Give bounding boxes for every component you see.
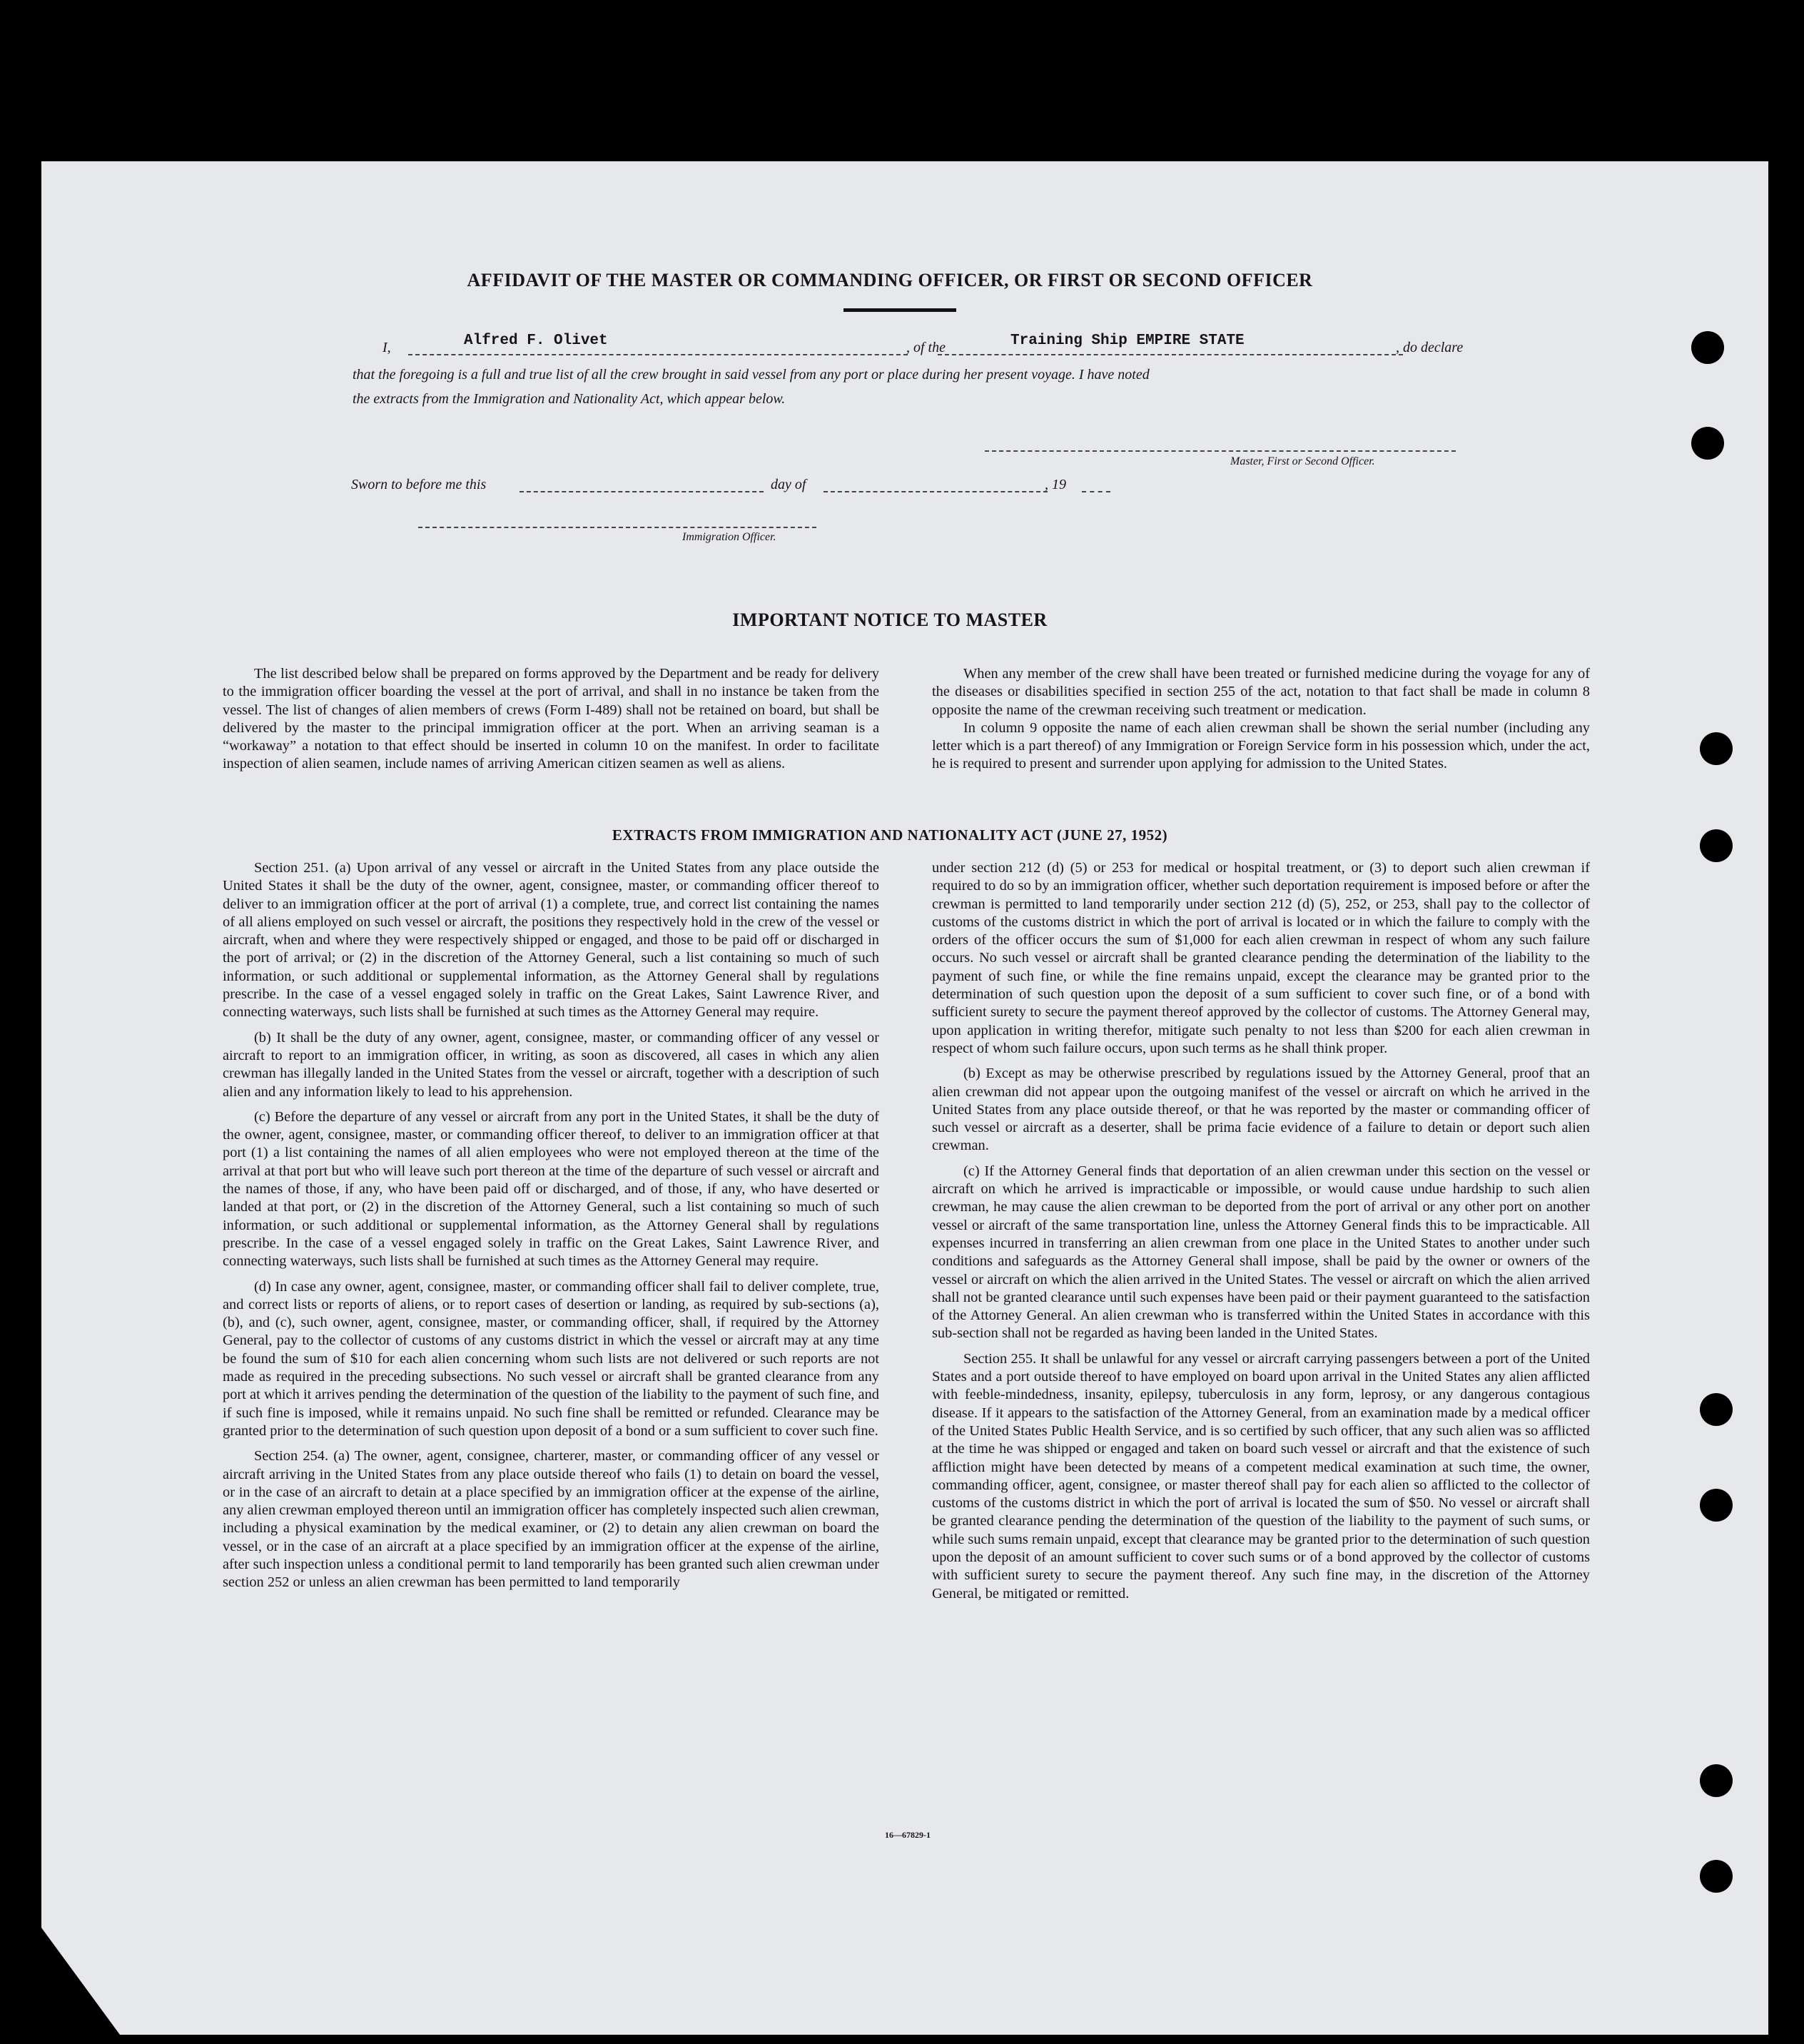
notice-right-paragraph-1: When any member of the crew shall have been treated or furnished medicine during the voyage for any of the diseases or disabilities specified in section 255 of the act, notation to that fact shall be made in column 8 opposite the name of the crewman receiving such treatment or medication. [932,666,1590,718]
extract-paragraph: Section 254. (a) The owner, agent, consignee, charterer, master, or commanding officer of any vessel or aircraft arriving in the United States from any place outside thereof who fails (1) to detain on board the vessel, or in the case of an aircraft to detain at a place specified by an immigration officer at the expense of the airline, any alien crewman employed thereon until an immigration officer has completely inspected such alien crewman, including a physical examination by the medical examiner, or (2) to detain any alien crewman on board the vessel, or in the case of an aircraft at a place specified by an immigration officer at the expense of the airline, after such inspection unless a conditional permit to land temporarily has been granted such alien crewman under section 252 or unless an alien crewman has been permitted to land temporarily [223,1448,879,1591]
year-label: , 19 [1045,477,1066,492]
punch-hole-icon [1691,427,1724,460]
sworn-month-line [824,491,1048,492]
label-do-declare: , do declare [1396,340,1464,355]
notice-right-paragraph-2: In column 9 opposite the name of each alien crewman shall be shown the serial number (including any letter which is a part thereof) of any Immigration or Foreign Service form in his possession which, under the act, he is required to present and surrender upon applying for admission to the United States. [932,719,1590,772]
extract-paragraph: Section 255. It shall be unlawful for any vessel or aircraft carrying passengers between a port of the United States and a port outside thereof to have employed on board upon arrival in the United States any alien afflicted with feeble-mindedness, insanity, epilepsy, tuberculosis in any form, leprosy, or any dangerous contagious disease. If it appears to the satisfaction of the Attorney General, from an examination made by a medical officer of the United States Public Health Service, and is so certified by such officer, that any such alien was so afflicted at the time he was shipped or engaged and taken on board such vessel or aircraft and that the existence of such affliction might have been detected by means of a competent medical examination at such time, the owner, commanding officer, agent, consignee, or master thereof shall pay for each alien so afflicted to the collector of customs of the customs district in which the port of arrival is located the sum of $50. No vessel or aircraft shall be granted clearance pending the determination of the question of the liability to the payment of such sums, or while such sums remain unpaid, except that clearance may be granted prior to the determination of such question upon the deposit of an amount sufficient to cover such sums or of a bond approved by the collector of customs with sufficient surety to secure the payment thereof. Any such fine may, in the discretion of the Attorney General, be mitigated or remitted. [932,1350,1590,1602]
notice-right-column [932,665,1590,774]
document-page [41,161,1768,2035]
extract-paragraph: Section 251. (a) Upon arrival of any vessel or aircraft in the United States from any place outside the United States it shall be the duty of the owner, agent, consignee, master, or commanding officer thereof to deliver to an immigration officer at the port of arrival (1) a complete, true, and correct list containing the names of all aliens employed on such vessel or aircraft, the positions they respectively hold in the crew of the vessel or aircraft, when and where they were respectively shipped or engaged, and those to be paid off or discharged in the port of arrival; or (2) in the discretion of the Attorney General, such a list containing so much of such information, or such additional or supplemental information, as the Attorney General shall by regulations prescribe. In the case of a vessel engaged solely in traffic on the Great Lakes, Saint Lawrence River, and connecting waterways, such lists shall be furnished at such times as the Attorney General may require. [223,860,879,1021]
extracts-right-column [932,859,1590,1603]
master-name-field: Alfred F. Olivet [464,333,608,349]
form-number: 16—67829-1 [885,1830,931,1840]
label-i: I, [382,340,391,355]
punch-hole-icon [1700,732,1733,765]
extract-paragraph: (c) If the Attorney General finds that deportation of an alien crewman under this section on the vessel or aircraft on which he arrived is impracticable or impossible, or would cause undue hardship to such alien crewman, he may cause the alien crewman to be deported from the port of arrival or any other port on another vessel or aircraft of the same transportation line, unless the Attorney General finds this to be impracticable. All expenses incurred in transferring an alien crewman from one place in the United States to another under such conditions and safeguards as the Attorney General shall impose, shall be paid by the owner or owners of the vessel or aircraft on which the alien arrived in the United States. The vessel or aircraft on which the alien arrived shall not be granted clearance until such expenses have been paid or their payment guaranteed to the satisfaction of the Attorney General. An alien crewman who is transferred within the United States in accordance with this sub-section shall not be regarded as having been landed in the United States. [932,1163,1590,1342]
punch-hole-icon [1700,1860,1733,1893]
sworn-year-line [1082,491,1110,492]
notice-left-column [223,665,879,774]
officer-label: Immigration Officer. [682,531,776,543]
declaration-line-2: the extracts from the Immigration and Nationality Act, which appear below. [353,391,786,407]
punch-hole-icon [1691,331,1724,364]
signature-label: Master, First or Second Officer. [1230,455,1375,467]
extract-paragraph: (d) In case any owner, agent, consignee, master, or commanding officer shall fail to deliver complete, true, and correct lists or reports of aliens, or to report cases of desertion or landing, as required by sub-sections (a), (b), and (c), such owner, agent, consignee, master, or commanding officer, shall, if required by the Attorney General, pay to the collector of customs of any customs district in which the vessel or aircraft may at any time be found the sum of $10 for each alien concerning whom such lists are not delivered or such reports are not made as required in the preceding subsections. No such vessel or aircraft shall be granted clearance from any port at which it arrives pending the determination of the question of the liability to the payment of such fine, and if such fine is imposed, while it remains unpaid. No such fine shall be remitted or refunded. Clearance may be granted prior to the determination of such question upon deposit of a bond or a sum sufficient to cover such fine. [223,1278,879,1439]
punch-hole-icon [1700,1489,1733,1522]
affidavit-title: AFFIDAVIT OF THE MASTER OR COMMANDING OFFICER, OR FIRST OR SECOND OFFICER [467,270,1313,290]
title-underline [843,308,956,312]
extracts-left-column [223,859,879,1592]
extract-paragraph: under section 212 (d) (5) or 253 for medical or hospital treatment, or (3) to deport such alien crewman if required to do so by an immigration officer, whether such deportation requirement is imposed before or after the crewman is permitted to land temporarily under section 212 (d) (5), 252, or 253, shall pay to the collector of customs of the customs district in which the port of arrival is located or in which the failure to comply with the orders of the officer occurs the sum of $1,000 for each alien crewman in respect of whom any such failure occurs. No such vessel or aircraft shall be granted clearance pending the determination of the liability to the payment of such fine, or while the fine remains unpaid, except the clearance may be granted prior to the determination of such question upon the deposit of a sum sufficient to cover such fine, or of a bond with sufficient surety to secure the payment thereof approved by the collector of customs. The Attorney General may, upon application in writing therefor, mitigate such penalty to not less than $200 for each alien crewman in respect of whom such failure occurs, upon such terms as he shall think proper. [932,860,1590,1056]
notice-title: IMPORTANT NOTICE TO MASTER [732,609,1048,630]
punch-hole-icon [1700,1764,1733,1797]
notice-left-paragraph: The list described below shall be prepared on forms approved by the Department and be ready for delivery to the immigration officer boarding the vessel at the port of arrival, and shall in no instance be taken from the vessel. The list of changes of alien members of crews (Form I-489) shall not be retained on board, but shall be delivered by the master to the principal immigration officer at the port. When an arriving seaman is a “workaway” a notation to that effect should be inserted in column 10 on the manifest. In order to facilitate inspection of alien seamen, include names of arriving American citizen seamen as well as aliens. [223,666,879,772]
declaration-line-1: that the foregoing is a full and true list of all the crew brought in said vessel from any port or place during her present voyage. I have noted [353,367,1150,383]
punch-hole-icon [1700,1393,1733,1426]
extract-paragraph: (b) Except as may be otherwise prescribed by regulations issued by the Attorney General, proof that an alien crewman did not appear upon the outgoing manifest of the vessel or aircraft on which he arrived in the United States from any place outside thereof, or that he was reported by the master or commanding officer of such vessel or aircraft as a deserter, shall be prima facie evidence of a failure to detain or deport such alien crewman. [932,1066,1590,1154]
extract-paragraph: (c) Before the departure of any vessel or aircraft from any port in the United States, it shall be the duty of the owner, agent, consignee, master, or commanding officer thereof, to deliver to an immigration officer at that port (1) a list containing the names of all alien employees who were not employed thereon at the time of the arrival at that port but who will leave such port thereon at the time of the departure of such vessel or aircraft and the names of those, if any, who have been paid off or discharged, and of those, if any, who have deserted or landed at that port, or (2) in the discretion of the Attorney General, such a list containing so much of such information, or such additional or supplemental information, as the Attorney General shall by regulations prescribe. In the case of a vessel engaged solely in traffic on the Great Lakes, Saint Lawrence River, and connecting waterways, such lists shall be furnished at such times as the Attorney General may require. [223,1108,879,1270]
extract-paragraph: (b) It shall be the duty of any owner, agent, consignee, master, or commanding officer of any vessel or aircraft to report to an immigration officer, in writing, as soon as discovered, all cases in which any alien crewman has illegally landed in the United States from the vessel or aircraft, together with a description of such alien and any information likely to lead to his apprehension. [223,1029,879,1100]
sworn-label: Sworn to before me this [351,477,487,492]
extracts-title: EXTRACTS FROM IMMIGRATION AND NATIONALITY ACT (JUNE 27, 1952) [612,826,1168,844]
label-of-the: , of the [906,340,946,355]
vessel-line [938,354,1403,355]
signature-line [985,450,1456,452]
officer-signature-line [418,527,816,528]
sworn-day-line [520,491,764,492]
folded-corner [41,1928,120,2035]
vessel-name-field: Training Ship EMPIRE STATE [1010,333,1245,349]
day-of-label: day of [771,477,806,492]
name-line [408,354,908,355]
punch-hole-icon [1700,829,1733,862]
